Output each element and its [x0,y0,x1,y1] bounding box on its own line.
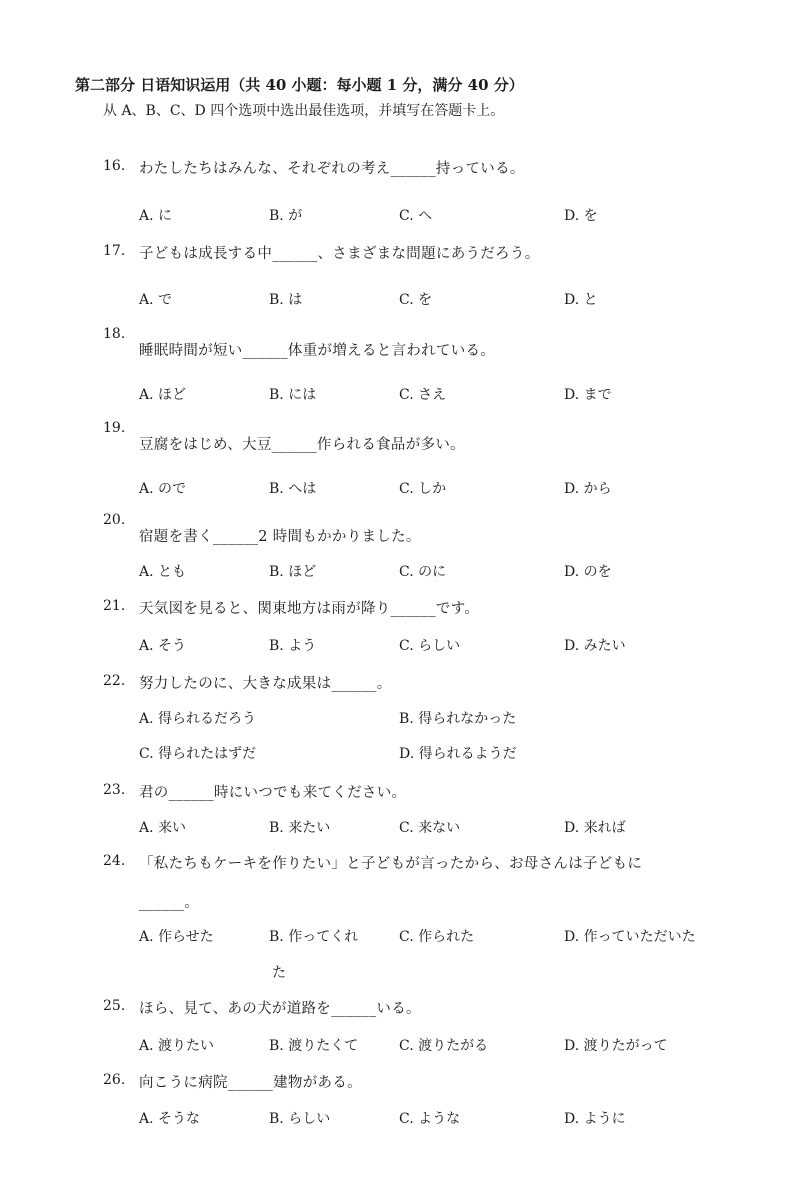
option-a: A. ので [139,481,187,497]
question-stem: 子どもは成長する中______、さまざまな問題にあうだろう。 [139,246,540,262]
option-c: C. を [399,292,433,308]
question-stem: 豆腐をはじめ、大豆______作られる食品が多い。 [139,437,465,453]
option-b-wrap: た [272,965,286,981]
option-c: C. へ [399,208,433,224]
option-b: B. が [269,208,303,224]
option-b: B. よう [269,638,317,654]
option-c: C. らしい [399,638,461,654]
question-number: 25. [103,998,126,1014]
option-c: C. 作られた [399,929,475,945]
option-a: A. 作らせた [139,929,214,945]
question-stem: 努力したのに、大きな成果は______。 [139,676,392,692]
option-b: B. ほど [269,564,317,580]
option-c: C. 渡りたがる [399,1038,489,1054]
option-d: D. から [564,481,612,497]
option-a: A. 得られるだろう [139,711,257,727]
option-b: B. は [269,292,303,308]
question-number: 24. [103,853,126,869]
question-number: 21. [103,598,126,614]
option-d: D. まで [564,387,612,403]
option-b: B. 得られなかった [399,711,517,727]
option-a: A. ほど [139,387,187,403]
question-stem: 君の______時にいつでも来てください。 [139,785,407,801]
option-a: A. そうな [139,1111,201,1127]
option-a: A. 渡りたい [139,1038,215,1054]
option-c: C. 来ない [399,820,461,836]
question-stem: 向こうに病院______建物がある。 [139,1075,362,1091]
option-b: B. 来たい [269,820,331,836]
question-stem-continuation: ______。 [139,895,200,911]
option-c: C. さえ [399,387,447,403]
option-b: B. 渡りたくて [269,1038,359,1054]
question-stem: わたしたちはみんな、それぞれの考え______持っている。 [139,161,525,177]
question-stem: 「私たちもケーキを作りたい」と子どもが言ったから、お母さんは子どもに [139,856,643,872]
option-a: A. に [139,208,173,224]
question-number: 18. [103,326,126,342]
option-d: D. みたい [564,638,626,654]
option-d: D. 作っていただいた [564,929,696,945]
question-number: 20. [103,512,126,528]
question-stem: 宿題を書く______2 時間もかかりました。 [139,529,421,545]
section-heading: 第二部分 日语知识运用（共 40 小题：每小题 1 分，满分 40 分） [75,76,524,94]
option-b: B. へは [269,481,317,497]
question-number: 26. [103,1072,126,1088]
option-d: D. 得られるようだ [399,746,517,762]
option-d: D. 来れば [564,820,626,836]
option-d: D. ように [564,1111,626,1127]
option-b: B. 作ってくれ [269,929,359,945]
question-number: 16. [103,158,126,174]
option-a: A. そう [139,638,187,654]
option-c: C. 得られたはずだ [139,746,257,762]
question-number: 23. [103,782,126,798]
option-a: A. とも [139,564,187,580]
option-d: D. のを [564,564,612,580]
option-d: D. を [564,208,598,224]
question-number: 17. [103,243,126,259]
question-stem: 睡眠時間が短い______体重が増えると言われている。 [139,343,496,359]
option-d: D. と [564,292,598,308]
option-c: C. しか [399,481,447,497]
question-stem: 天気図を見ると、関東地方は雨が降り______です。 [139,601,480,617]
option-c: C. のに [399,564,447,580]
option-a: A. 来い [139,820,187,836]
option-c: C. ような [399,1111,461,1127]
option-b: B. には [269,387,317,403]
question-number: 22. [103,673,126,689]
question-stem: ほら、見て、あの犬が道路を______いる。 [139,1001,421,1017]
question-number: 19. [103,420,126,436]
section-instruction: 从 A、B、C、D 四个选项中选出最佳选项，并填写在答题卡上。 [103,103,505,119]
option-b: B. らしい [269,1111,331,1127]
option-d: D. 渡りたがって [564,1038,668,1054]
option-a: A. で [139,292,173,308]
